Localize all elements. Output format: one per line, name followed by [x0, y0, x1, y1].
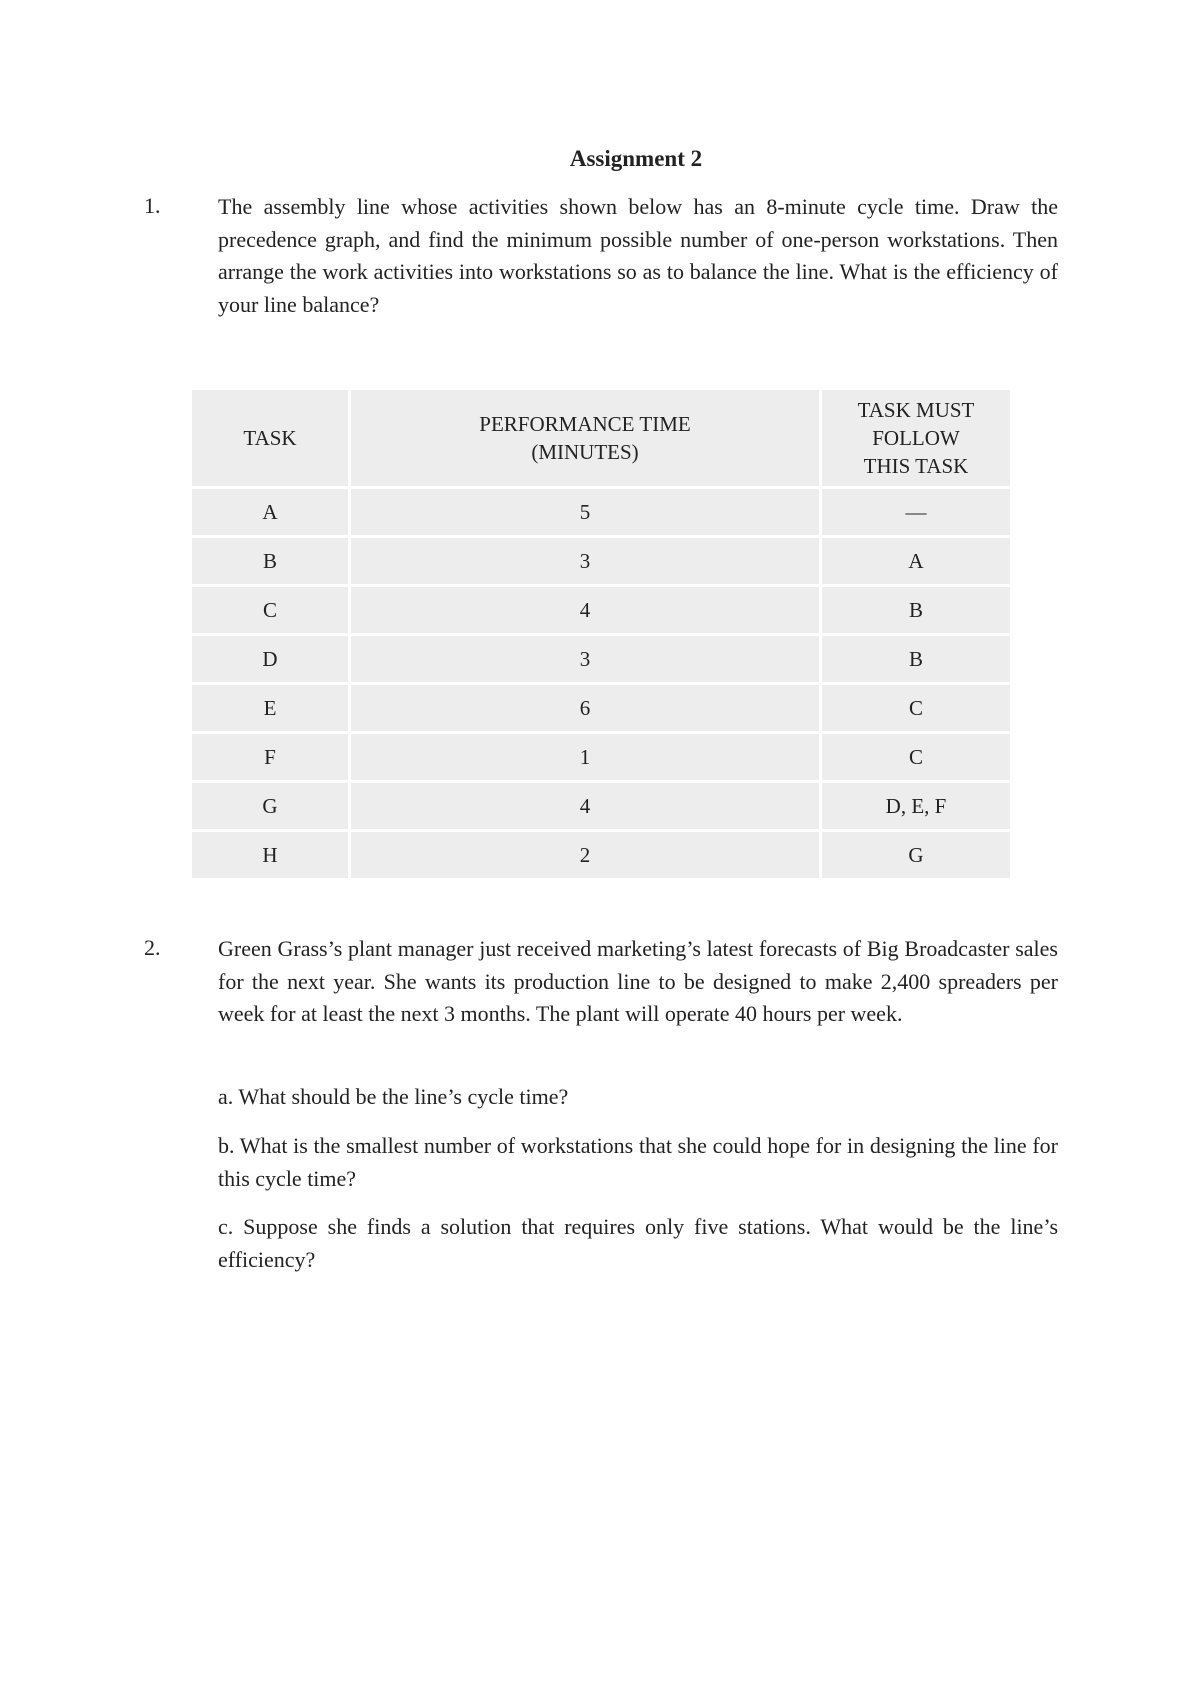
- table-header-row: [192, 390, 1010, 486]
- question-2-number: 2.: [144, 935, 161, 960]
- cell-time: 1: [351, 734, 819, 780]
- table-row: [192, 734, 1010, 780]
- page-title: Assignment 2: [569, 146, 703, 171]
- cell-time: 4: [351, 587, 819, 633]
- cell-follow: G: [822, 832, 1010, 878]
- cell-task: G: [192, 783, 348, 829]
- header-performance-time: [351, 390, 819, 486]
- cell-task: E: [192, 685, 348, 731]
- question-2-part-a: a. What should be the line’s cycle time?: [218, 1084, 569, 1109]
- table-row: [192, 489, 1010, 535]
- question-2-part-b: b. What is the smallest number of workstations that she could hope for in designing the line for this cycle time?: [218, 1133, 1058, 1191]
- table-row: [192, 783, 1010, 829]
- cell-task: C: [192, 587, 348, 633]
- cell-task: B: [192, 538, 348, 584]
- header-follow-line1: TASK MUST: [857, 398, 975, 422]
- cell-task: F: [192, 734, 348, 780]
- table-row: [192, 685, 1010, 731]
- cell-time: 2: [351, 832, 819, 878]
- cell-task: D: [192, 636, 348, 682]
- table-row: [192, 832, 1010, 878]
- cell-time: 3: [351, 636, 819, 682]
- header-task-must-follow: [822, 390, 1010, 486]
- cell-time: 5: [351, 489, 819, 535]
- header-time-line2: (MINUTES): [531, 440, 639, 464]
- cell-follow: —: [822, 489, 1010, 535]
- cell-task: H: [192, 832, 348, 878]
- table-row: [192, 587, 1010, 633]
- question-1-text: The assembly line whose activities shown below has an 8-minute cycle time. Draw the precedence graph, and find the minimum possible number of one-person workstations. Then arrange the work activities into workstations so as to balance the line. What is the efficiency of your line balance?: [218, 194, 1058, 317]
- cell-follow: B: [822, 587, 1010, 633]
- cell-time: 3: [351, 538, 819, 584]
- header-task: [192, 390, 348, 486]
- cell-time: 6: [351, 685, 819, 731]
- task-table: [189, 387, 1013, 881]
- header-follow-line3: THIS TASK: [863, 454, 969, 478]
- question-2-text: Green Grass’s plant manager just received marketing’s latest forecasts of Big Broadcaster sales for the next year. She wants its production line to be designed to make 2,400 spreaders per week for at least the next 3 months. The plant will operate 40 hours per week.: [218, 936, 1058, 1026]
- cell-follow: C: [822, 685, 1010, 731]
- cell-follow: D, E, F: [822, 783, 1010, 829]
- header-time-line1: PERFORMANCE TIME: [479, 412, 691, 436]
- cell-follow: A: [822, 538, 1010, 584]
- cell-task: A: [192, 489, 348, 535]
- table-row: [192, 636, 1010, 682]
- question-2-part-c: c. Suppose she finds a solution that requires only five stations. What would be the line’s efficiency?: [218, 1214, 1058, 1272]
- header-follow-line2: FOLLOW: [872, 426, 960, 450]
- cell-time: 4: [351, 783, 819, 829]
- cell-follow: B: [822, 636, 1010, 682]
- question-1-number: 1.: [144, 193, 161, 218]
- cell-follow: C: [822, 734, 1010, 780]
- header-task-label: TASK: [243, 426, 297, 450]
- table-row: [192, 538, 1010, 584]
